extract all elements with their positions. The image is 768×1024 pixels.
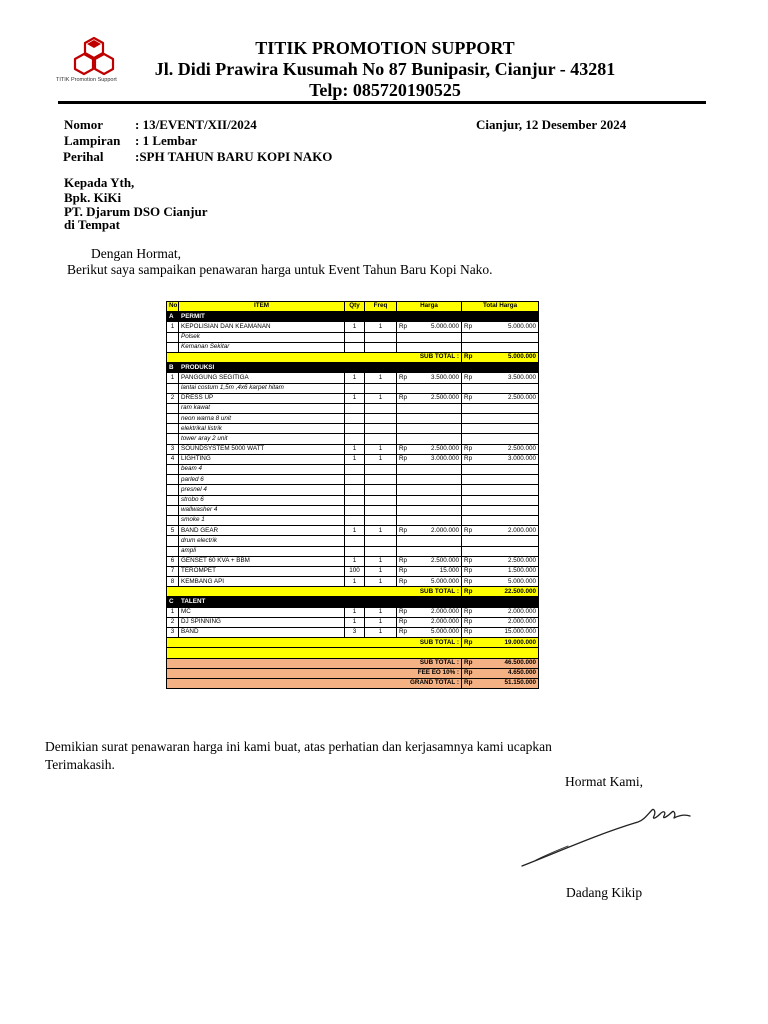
subtotal-currency: Rp (462, 638, 476, 648)
row-no: 1 (167, 607, 179, 617)
summary-fee-value: 4.650.000 (476, 668, 539, 678)
recipient-line: PT. Djarum DSO Cianjur (64, 204, 208, 219)
row-note: strobo 6 (179, 495, 345, 505)
table-row (167, 505, 539, 515)
row-no: 1 (167, 373, 179, 383)
company-address: Jl. Didi Prawira Kusumah No 87 Bunipasir, Cianjur - 43281 (154, 59, 616, 79)
section-name: PRODUKSI (179, 363, 539, 373)
row-item: KEPOLISIAN DAN KEAMANAN (179, 322, 345, 332)
row-qty: 1 (345, 393, 365, 403)
table-row (167, 556, 539, 566)
row-no: 3 (167, 444, 179, 454)
table-row (167, 526, 539, 536)
row-qty: 1 (345, 577, 365, 587)
offer-table (166, 301, 539, 689)
row-item: GENSET 60 KVA + BBM (179, 556, 345, 566)
row-freq: 1 (365, 526, 397, 536)
row-currency: Rp (397, 526, 408, 536)
table-row (167, 617, 539, 627)
row-freq: 1 (365, 444, 397, 454)
table-header-row (167, 302, 539, 312)
row-currency: Rp (397, 322, 408, 332)
summary-fee-row (167, 668, 539, 678)
row-freq: 1 (365, 617, 397, 627)
table-row (167, 546, 539, 556)
header-rule (58, 101, 706, 104)
summary-currency: Rp (462, 668, 476, 678)
row-note: Kemanan Sekitar (179, 342, 345, 352)
greeting: Dengan Hormat, (91, 246, 181, 261)
row-total: 2.000.000 (476, 617, 539, 627)
table-row (167, 332, 539, 342)
row-total: 1.500.000 (476, 566, 539, 576)
row-freq: 1 (365, 393, 397, 403)
row-item: PANGGUNG SEGITIGA (179, 373, 345, 383)
grand-total-row (167, 678, 539, 688)
row-harga: 5.000.000 (408, 577, 462, 587)
row-no: 7 (167, 566, 179, 576)
row-currency: Rp (397, 373, 408, 383)
row-currency: Rp (462, 454, 476, 464)
row-note: parled 6 (179, 475, 345, 485)
row-currency: Rp (462, 322, 476, 332)
row-no: 1 (167, 322, 179, 332)
grand-total-currency: Rp (462, 678, 476, 688)
table-row (167, 403, 539, 413)
section-row (167, 597, 539, 607)
signature (518, 800, 698, 872)
row-total: 5.000.000 (476, 577, 539, 587)
summary-subtotal-value: 46.500.000 (476, 658, 539, 668)
logo-caption: TITIK Promotion Support (56, 77, 117, 83)
table-row (167, 475, 539, 485)
row-no: 4 (167, 454, 179, 464)
row-harga: 2.000.000 (408, 526, 462, 536)
row-currency: Rp (397, 607, 408, 617)
table-row (167, 454, 539, 464)
table-row (167, 414, 539, 424)
subtotal-label: SUB TOTAL : (167, 352, 462, 362)
row-harga: 2.500.000 (408, 393, 462, 403)
perihal-value: :SPH TAHUN BARU KOPI NAKO (135, 149, 333, 164)
row-currency: Rp (397, 628, 408, 638)
row-note: drum electrik (179, 536, 345, 546)
company-phone: Telp: 085720190525 (309, 80, 461, 100)
header-item: ITEM (179, 302, 345, 312)
row-harga: 5.000.000 (408, 628, 462, 638)
row-qty: 1 (345, 322, 365, 332)
table-row (167, 465, 539, 475)
row-note: tower aray 2 unit (179, 434, 345, 444)
row-note: presnel 4 (179, 485, 345, 495)
section-row (167, 312, 539, 322)
row-freq: 1 (365, 454, 397, 464)
row-harga: 3.500.000 (408, 373, 462, 383)
row-no: 2 (167, 393, 179, 403)
row-currency: Rp (397, 393, 408, 403)
row-currency: Rp (462, 628, 476, 638)
regards: Hormat Kami, (565, 774, 643, 789)
recipient-line: Kepada Yth, (64, 175, 135, 190)
subtotal-label: SUB TOTAL : (167, 587, 462, 597)
row-currency: Rp (397, 566, 408, 576)
row-no: 3 (167, 628, 179, 638)
row-total: 3.500.000 (476, 373, 539, 383)
table-row (167, 607, 539, 617)
subtotal-label: SUB TOTAL : (167, 638, 462, 648)
closing-line: Terimakasih. (45, 757, 115, 772)
header-qty: Qty (345, 302, 365, 312)
row-no: 6 (167, 556, 179, 566)
row-harga: 2.500.000 (408, 444, 462, 454)
section-name: PERMIT (179, 312, 539, 322)
perihal-label: Perihal (63, 149, 104, 164)
row-currency: Rp (462, 393, 476, 403)
table-row (167, 485, 539, 495)
nomor-value: : 13/EVENT/XII/2024 (135, 117, 257, 132)
subtotal-row (167, 587, 539, 597)
recipient-line: Bpk. KiKi (64, 190, 122, 205)
row-note: smoke 1 (179, 515, 345, 525)
subtotal-currency: Rp (462, 352, 476, 362)
table-row (167, 444, 539, 454)
row-harga: 2.000.000 (408, 617, 462, 627)
row-note: wallwasher 4 (179, 505, 345, 515)
row-currency: Rp (397, 444, 408, 454)
row-currency: Rp (397, 454, 408, 464)
row-item: TEROMPET (179, 566, 345, 576)
row-harga: 2.000.000 (408, 607, 462, 617)
table-row (167, 628, 539, 638)
table-row (167, 577, 539, 587)
summary-subtotal-label: SUB TOTAL : (167, 658, 462, 668)
row-total: 2.000.000 (476, 526, 539, 536)
header-freq: Freq (365, 302, 397, 312)
row-item: MC (179, 607, 345, 617)
grand-total-label: GRAND TOTAL : (167, 678, 462, 688)
row-item: BAND GEAR (179, 526, 345, 536)
row-harga: 15.000 (408, 566, 462, 576)
table-row (167, 383, 539, 393)
row-note: beam 4 (179, 465, 345, 475)
table-row (167, 515, 539, 525)
row-item: SOUNDSYSTEM 5000 WATT (179, 444, 345, 454)
table-row (167, 322, 539, 332)
row-harga: 2.500.000 (408, 556, 462, 566)
row-item: KEMBANG API (179, 577, 345, 587)
section-row (167, 363, 539, 373)
table-row (167, 434, 539, 444)
row-harga: 5.000.000 (408, 322, 462, 332)
row-no: 5 (167, 526, 179, 536)
row-note: neon warna 8 unit (179, 414, 345, 424)
row-freq: 1 (365, 607, 397, 617)
row-harga: 3.000.000 (408, 454, 462, 464)
place-date: Cianjur, 12 Desember 2024 (476, 117, 627, 132)
spacer-row (167, 648, 539, 658)
row-currency: Rp (397, 617, 408, 627)
lampiran-value: : 1 Lembar (135, 133, 198, 148)
subtotal-value: 19.000.000 (476, 638, 539, 648)
row-note: ampli (179, 546, 345, 556)
subtotal-value: 22.500.000 (476, 587, 539, 597)
row-qty: 1 (345, 556, 365, 566)
summary-fee-label: FEE EO 10% : (167, 668, 462, 678)
table-row (167, 342, 539, 352)
row-item: DJ SPINNING (179, 617, 345, 627)
row-currency: Rp (397, 556, 408, 566)
row-currency: Rp (462, 566, 476, 576)
section-code: B (167, 363, 179, 373)
row-currency: Rp (462, 373, 476, 383)
row-item: LIGHTING (179, 454, 345, 464)
table-row (167, 424, 539, 434)
signer-name: Dadang Kikip (566, 885, 643, 900)
row-total: 2.000.000 (476, 607, 539, 617)
summary-subtotal-row (167, 658, 539, 668)
table-row (167, 373, 539, 383)
row-freq: 1 (365, 628, 397, 638)
row-currency: Rp (462, 444, 476, 454)
row-note: ram kawat (179, 403, 345, 413)
row-qty: 100 (345, 566, 365, 576)
row-qty: 1 (345, 617, 365, 627)
closing-line: Demikian surat penawaran harga ini kami buat, atas perhatian dan kerjasamnya kami ucapkan (45, 739, 552, 754)
section-name: TALENT (179, 597, 539, 607)
row-freq: 1 (365, 556, 397, 566)
subtotal-currency: Rp (462, 587, 476, 597)
row-note: elektrikal listrik (179, 424, 345, 434)
row-total: 5.000.000 (476, 322, 539, 332)
row-no: 8 (167, 577, 179, 587)
row-freq: 1 (365, 566, 397, 576)
row-item: DRESS UP (179, 393, 345, 403)
row-qty: 1 (345, 607, 365, 617)
row-freq: 1 (365, 577, 397, 587)
row-currency: Rp (462, 556, 476, 566)
table-row (167, 495, 539, 505)
lampiran-label: Lampiran (64, 133, 121, 148)
grand-total-value: 51.150.000 (476, 678, 539, 688)
header-total: Total Harga (462, 302, 539, 312)
row-total: 15.000.000 (476, 628, 539, 638)
row-no: 2 (167, 617, 179, 627)
table-row (167, 536, 539, 546)
row-currency: Rp (462, 526, 476, 536)
row-currency: Rp (462, 577, 476, 587)
row-freq: 1 (365, 322, 397, 332)
company-name: TITIK PROMOTION SUPPORT (255, 38, 515, 58)
row-currency: Rp (462, 617, 476, 627)
nomor-label: Nomor (64, 117, 103, 132)
row-qty: 1 (345, 373, 365, 383)
row-total: 3.000.000 (476, 454, 539, 464)
row-qty: 1 (345, 526, 365, 536)
row-qty: 1 (345, 454, 365, 464)
section-code: A (167, 312, 179, 322)
row-total: 2.500.000 (476, 444, 539, 454)
subtotal-row (167, 352, 539, 362)
row-note: Polsek (179, 332, 345, 342)
recipient-line: di Tempat (64, 217, 120, 232)
header-harga: Harga (397, 302, 462, 312)
header-no: No (167, 302, 179, 312)
table-row (167, 566, 539, 576)
row-total: 2.500.000 (476, 393, 539, 403)
row-qty: 3 (345, 628, 365, 638)
summary-currency: Rp (462, 658, 476, 668)
row-qty: 1 (345, 444, 365, 454)
row-currency: Rp (397, 577, 408, 587)
subtotal-row (167, 638, 539, 648)
row-item: BAND (179, 628, 345, 638)
subtotal-value: 5.000.000 (476, 352, 539, 362)
section-code: C (167, 597, 179, 607)
row-total: 2.500.000 (476, 556, 539, 566)
row-currency: Rp (462, 607, 476, 617)
table-row (167, 393, 539, 403)
row-note: lantai costum 1,5m ,4x6 karpet hitam (179, 383, 345, 393)
intro-paragraph: Berikut saya sampaikan penawaran harga untuk Event Tahun Baru Kopi Nako. (67, 262, 493, 277)
row-freq: 1 (365, 373, 397, 383)
